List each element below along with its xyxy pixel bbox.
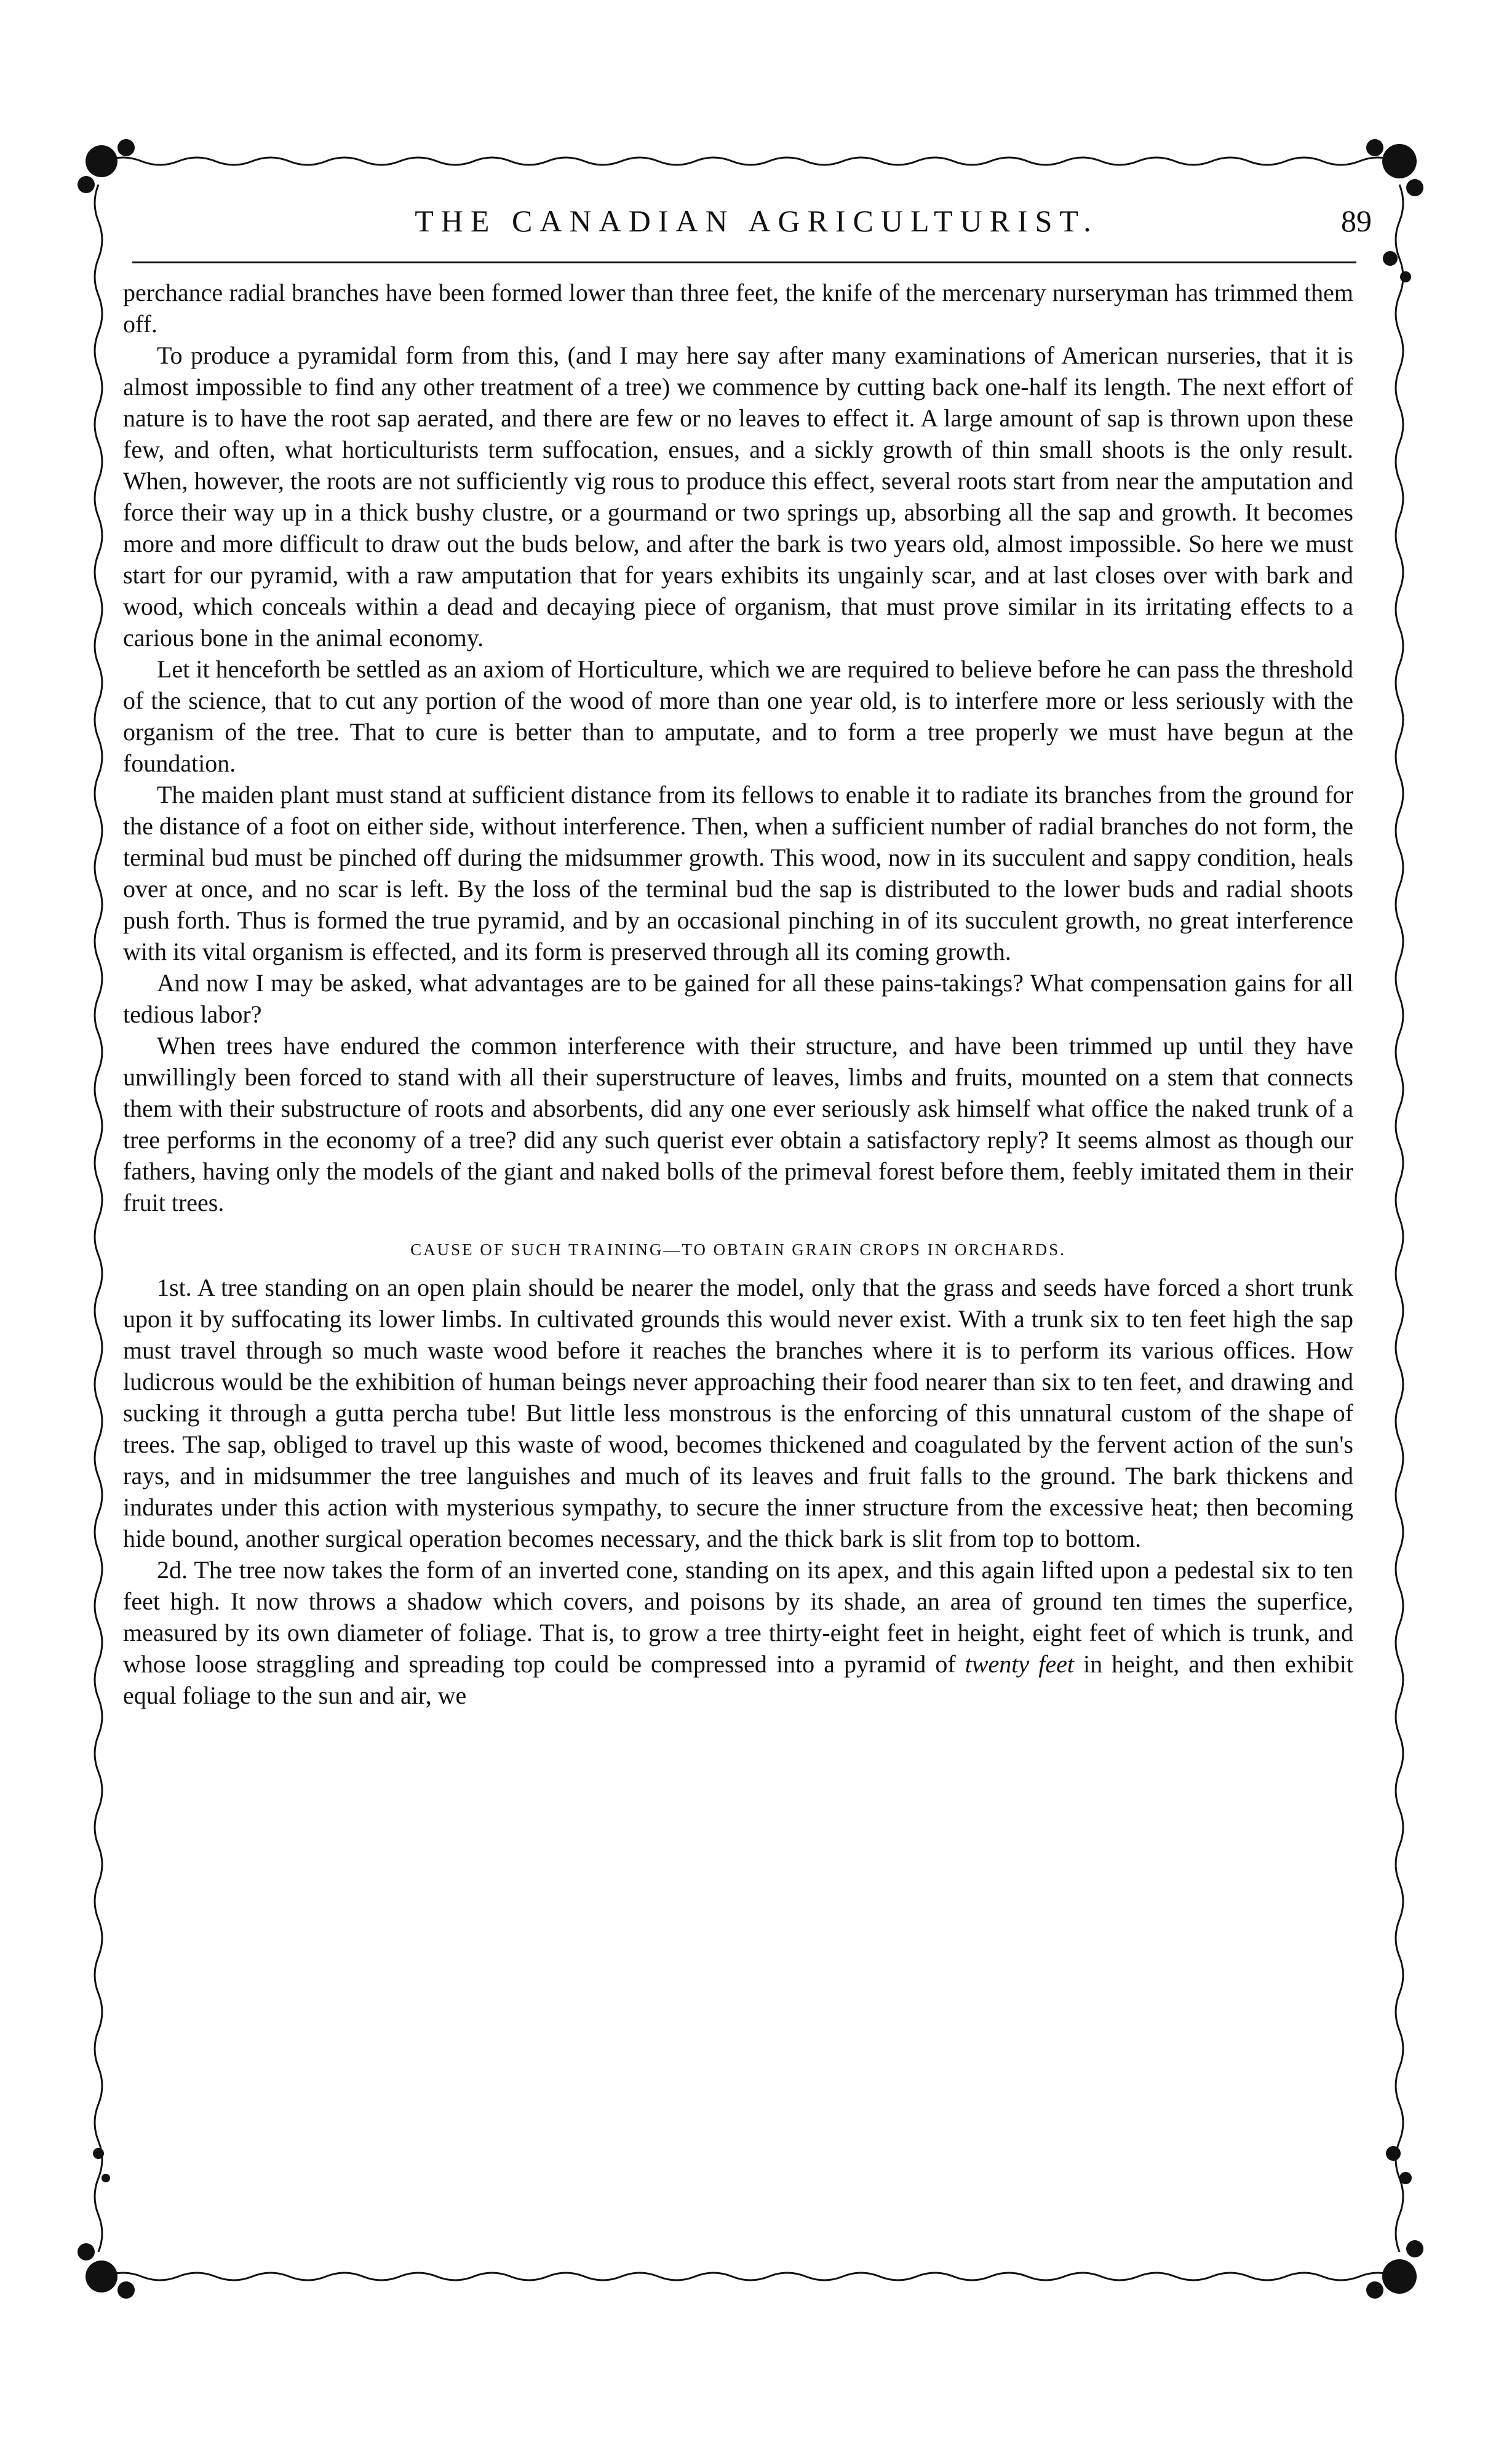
bottom-vine-line (105, 2273, 1396, 2280)
paragraph-last (123, 1554, 1353, 1711)
top-vine-line (105, 158, 1396, 165)
text-span: 2d. The tree now takes the form of an inverted cone, standing on its apex, and this again lifted upon a pedestal six to ten feet high. It now throws a shadow which covers, and poisons by its shade, an area of ground ten times the superfice, measured by its own diameter of foliage. That is, to grow a tree thirty-eight feet in height, eight feet of which is trunk, and whose loose straggling and spreading top could be compressed into a pyramid of (123, 1556, 1353, 1678)
running-header (141, 203, 1372, 252)
corner-ornament-bottom-left (78, 2243, 135, 2299)
italic-text: twenty feet (965, 1650, 1074, 1678)
header-rule (132, 261, 1356, 263)
journal-title: THE CANADIAN AGRICULTURIST. (415, 204, 1099, 238)
text-span: in height, and then exhibit equal foliage to the sun and air, we (123, 1650, 1354, 1709)
paragraph: And now I may be asked, what advantages are to be gained for all these pains-takings? What compensation gains for all tedious labor? (123, 969, 1353, 1028)
corner-ornament-bottom-right (1366, 2240, 1423, 2299)
left-vine-line (95, 185, 102, 2252)
paragraph: The maiden plant must stand at sufficient distance from its fellows to enable it to radiate its branches from the ground for the distance of a foot on either side, without interference. Then, when a sufficient number of radial branches do not form, the terminal bud must be pinched off during the midsummer growth. This wood, now in its succulent and sappy condition, heals over at once, and no scar is left. By the loss of the terminal bud the sap is distributed to the lower buds and radial shoots push forth. Thus is formed the true pyramid, and by an occasional pinching in of its succulent growth, no great interference with its vital organism is effected, and its form is preserved through all its coming growth. (123, 781, 1353, 965)
article-body (123, 277, 1353, 1711)
page-number: 89 (1341, 204, 1372, 238)
paragraph: perchance radial branches have been formed lower than three feet, the knife of the mercenary nurseryman has trimmed them off. (123, 279, 1353, 338)
right-vine-line (1396, 185, 1403, 2252)
paragraph: When trees have endured the common interference with their structure, and have been trimmed up until they have unwillingly been forced to stand with all their superstructure of leaves, limbs and fruits, mounted on a stem that connects them with their substructure of roots and absorbents, did any one ever seriously ask himself what office the naked trunk of a tree performs in the economy of a tree? did any such querist ever obtain a satisfactory reply? It seems almost as though our fathers, having only the models of the giant and naked bolls of the primeval forest before them, feebly imitated them in their fruit trees. (123, 1032, 1353, 1216)
section-heading: CAUSE OF SUCH TRAINING—TO OBTAIN GRAIN CROPS IN ORCHARDS. (410, 1240, 1066, 1259)
paragraph: To produce a pyramidal form from this, (and I may here say after many examinations of American nurseries, that it is almost impossible to find any other treatment of a tree) we commence by cutting back one-half its length. The next effort of nature is to have the root sap aerated, and there are few or no leaves to effect it. A large amount of sap is thrown upon these few, and often, what horticulturists term suffocation, ensues, and a sickly growth of thin small shoots is the only result. When, however, the roots are not sufficiently vig rous to produce this effect, several roots start from near the amputation and force their way up in a thick bushy clustre, or a gourmand or two springs up, absorbing all the sap and growth. It becomes more and more difficult to draw out the buds below, and after the bark is two years old, almost impossible. So here we must start for our pyramid, with a raw amputation that for years exhibits its ungainly scar, and at last closes over with bark and wood, which conceals within a dead and decaying piece of organism, that must prove similar in its irritating effects to a carious bone in the animal economy. (123, 341, 1353, 652)
paragraph: Let it henceforth be settled as an axiom of Horticulture, which we are required to believe before he can pass the threshold of the science, that to cut any portion of the wood of more than one year old, is to interfere more or less seriously with the organism of the tree. That to cure is better than to amputate, and to form a tree properly we must have begun at the foundation. (123, 655, 1353, 777)
paragraph: 1st. A tree standing on an open plain should be nearer the model, only that the grass and seeds have forced a short trunk upon it by suffocating its lower limbs. In cultivated grounds this would never exist. With a trunk six to ten feet high the sap must travel through so much waste wood before it reaches the branches where it is to perform its various offices. How ludicrous would be the exhibition of human beings never approaching their food nearer than six to ten feet, and drawing and sucking it through a gutta percha tube! But little less monstrous is the enforcing of this unnatural custom of the shape of trees. The sap, obliged to travel up this waste of wood, becomes thickened and coagulated by the fervent action of the sun's rays, and in midsummer the tree languishes and much of its leaves and fruit falls to the ground. The bark thickens and indurates under this action with mysterious sympathy, to secure the inner structure from the excessive heat; then becoming hide bound, another surgical operation becomes necessary, and the thick bark is slit from top to bottom. (123, 1274, 1353, 1552)
corner-ornament-top-right (1366, 139, 1423, 196)
corner-ornament-top-left (78, 139, 135, 193)
